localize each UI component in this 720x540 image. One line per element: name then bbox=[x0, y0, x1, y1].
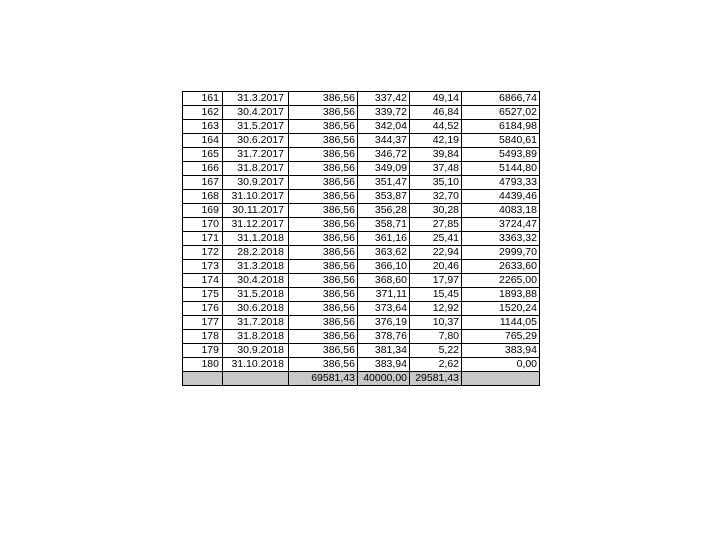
table-row bbox=[183, 204, 540, 218]
cell-installment-number: 180 bbox=[183, 358, 223, 372]
cell-balance: 6184,98 bbox=[462, 120, 540, 134]
cell-installment-number: 167 bbox=[183, 176, 223, 190]
cell-balance: 6866,74 bbox=[462, 92, 540, 106]
cell-balance: 5144,80 bbox=[462, 162, 540, 176]
cell-interest: 39,84 bbox=[410, 148, 462, 162]
cell-principal: 356,28 bbox=[358, 204, 410, 218]
cell-payment: 386,56 bbox=[289, 274, 358, 288]
cell-payment: 386,56 bbox=[289, 246, 358, 260]
cell-payment: 386,56 bbox=[289, 330, 358, 344]
cell-payment: 386,56 bbox=[289, 316, 358, 330]
total-due-date bbox=[223, 372, 289, 386]
cell-installment-number: 177 bbox=[183, 316, 223, 330]
cell-balance: 2265,00 bbox=[462, 274, 540, 288]
cell-due-date: 31.12.2017 bbox=[223, 218, 289, 232]
cell-balance: 5840,61 bbox=[462, 134, 540, 148]
cell-balance: 1520,24 bbox=[462, 302, 540, 316]
cell-principal: 353,87 bbox=[358, 190, 410, 204]
cell-due-date: 31.1.2018 bbox=[223, 232, 289, 246]
cell-installment-number: 178 bbox=[183, 330, 223, 344]
cell-balance: 4083,18 bbox=[462, 204, 540, 218]
cell-payment: 386,56 bbox=[289, 344, 358, 358]
cell-interest: 32,70 bbox=[410, 190, 462, 204]
cell-due-date: 28.2.2018 bbox=[223, 246, 289, 260]
cell-installment-number: 168 bbox=[183, 190, 223, 204]
cell-interest: 37,48 bbox=[410, 162, 462, 176]
total-installment-number bbox=[183, 372, 223, 386]
cell-payment: 386,56 bbox=[289, 134, 358, 148]
cell-principal: 376,19 bbox=[358, 316, 410, 330]
cell-payment: 386,56 bbox=[289, 302, 358, 316]
table-row bbox=[183, 106, 540, 120]
cell-payment: 386,56 bbox=[289, 120, 358, 134]
cell-principal: 358,71 bbox=[358, 218, 410, 232]
table-row bbox=[183, 274, 540, 288]
table-row bbox=[183, 358, 540, 372]
cell-due-date: 30.6.2017 bbox=[223, 134, 289, 148]
table-row bbox=[183, 232, 540, 246]
cell-due-date: 31.7.2018 bbox=[223, 316, 289, 330]
cell-interest: 5,22 bbox=[410, 344, 462, 358]
cell-interest: 10,37 bbox=[410, 316, 462, 330]
table-row bbox=[183, 218, 540, 232]
cell-installment-number: 174 bbox=[183, 274, 223, 288]
cell-installment-number: 166 bbox=[183, 162, 223, 176]
cell-balance: 4793,33 bbox=[462, 176, 540, 190]
cell-installment-number: 170 bbox=[183, 218, 223, 232]
cell-interest: 42,19 bbox=[410, 134, 462, 148]
cell-interest: 49,14 bbox=[410, 92, 462, 106]
cell-balance: 2633,60 bbox=[462, 260, 540, 274]
cell-due-date: 31.10.2018 bbox=[223, 358, 289, 372]
cell-principal: 373,64 bbox=[358, 302, 410, 316]
cell-balance: 5493,89 bbox=[462, 148, 540, 162]
cell-balance: 0,00 bbox=[462, 358, 540, 372]
cell-payment: 386,56 bbox=[289, 176, 358, 190]
cell-installment-number: 176 bbox=[183, 302, 223, 316]
cell-installment-number: 164 bbox=[183, 134, 223, 148]
cell-payment: 386,56 bbox=[289, 232, 358, 246]
table-row bbox=[183, 316, 540, 330]
cell-payment: 386,56 bbox=[289, 148, 358, 162]
table-row bbox=[183, 302, 540, 316]
cell-balance: 6527,02 bbox=[462, 106, 540, 120]
cell-due-date: 30.9.2018 bbox=[223, 344, 289, 358]
total-balance bbox=[462, 372, 540, 386]
total-interest: 29581,43 bbox=[410, 372, 462, 386]
cell-payment: 386,56 bbox=[289, 218, 358, 232]
amortization-table-body bbox=[183, 92, 540, 386]
cell-principal: 378,76 bbox=[358, 330, 410, 344]
cell-balance: 765,29 bbox=[462, 330, 540, 344]
cell-principal: 361,16 bbox=[358, 232, 410, 246]
cell-due-date: 31.7.2017 bbox=[223, 148, 289, 162]
cell-balance: 383,94 bbox=[462, 344, 540, 358]
table-row bbox=[183, 176, 540, 190]
cell-due-date: 31.3.2018 bbox=[223, 260, 289, 274]
cell-principal: 342,04 bbox=[358, 120, 410, 134]
cell-principal: 368,60 bbox=[358, 274, 410, 288]
cell-interest: 35,10 bbox=[410, 176, 462, 190]
cell-principal: 366,10 bbox=[358, 260, 410, 274]
cell-interest: 12,92 bbox=[410, 302, 462, 316]
cell-due-date: 30.4.2018 bbox=[223, 274, 289, 288]
cell-payment: 386,56 bbox=[289, 358, 358, 372]
totals-row bbox=[183, 372, 540, 386]
cell-due-date: 31.5.2018 bbox=[223, 288, 289, 302]
cell-payment: 386,56 bbox=[289, 260, 358, 274]
cell-installment-number: 175 bbox=[183, 288, 223, 302]
cell-installment-number: 173 bbox=[183, 260, 223, 274]
table-row bbox=[183, 288, 540, 302]
cell-balance: 1144,05 bbox=[462, 316, 540, 330]
cell-installment-number: 179 bbox=[183, 344, 223, 358]
table-row bbox=[183, 246, 540, 260]
cell-payment: 386,56 bbox=[289, 92, 358, 106]
cell-interest: 17,97 bbox=[410, 274, 462, 288]
table-row bbox=[183, 162, 540, 176]
cell-payment: 386,56 bbox=[289, 106, 358, 120]
table-row bbox=[183, 344, 540, 358]
cell-due-date: 31.10.2017 bbox=[223, 190, 289, 204]
cell-installment-number: 172 bbox=[183, 246, 223, 260]
cell-principal: 381,34 bbox=[358, 344, 410, 358]
cell-interest: 44,52 bbox=[410, 120, 462, 134]
cell-payment: 386,56 bbox=[289, 190, 358, 204]
cell-due-date: 30.9.2017 bbox=[223, 176, 289, 190]
cell-balance: 3724,47 bbox=[462, 218, 540, 232]
cell-principal: 349,09 bbox=[358, 162, 410, 176]
cell-due-date: 30.4.2017 bbox=[223, 106, 289, 120]
cell-balance: 3363,32 bbox=[462, 232, 540, 246]
cell-principal: 339,72 bbox=[358, 106, 410, 120]
cell-interest: 7,80 bbox=[410, 330, 462, 344]
cell-payment: 386,56 bbox=[289, 288, 358, 302]
cell-due-date: 31.3.2017 bbox=[223, 92, 289, 106]
cell-principal: 351,47 bbox=[358, 176, 410, 190]
cell-balance: 1893,88 bbox=[462, 288, 540, 302]
table-row bbox=[183, 120, 540, 134]
cell-interest: 27,85 bbox=[410, 218, 462, 232]
cell-balance: 4439,46 bbox=[462, 190, 540, 204]
cell-interest: 30,28 bbox=[410, 204, 462, 218]
cell-due-date: 30.11.2017 bbox=[223, 204, 289, 218]
cell-due-date: 30.6.2018 bbox=[223, 302, 289, 316]
table-row bbox=[183, 92, 540, 106]
cell-interest: 22,94 bbox=[410, 246, 462, 260]
total-principal: 40000,00 bbox=[358, 372, 410, 386]
table-row bbox=[183, 190, 540, 204]
cell-installment-number: 165 bbox=[183, 148, 223, 162]
cell-installment-number: 163 bbox=[183, 120, 223, 134]
cell-installment-number: 171 bbox=[183, 232, 223, 246]
cell-balance: 2999,70 bbox=[462, 246, 540, 260]
total-payment: 69581,43 bbox=[289, 372, 358, 386]
cell-due-date: 31.8.2017 bbox=[223, 162, 289, 176]
cell-payment: 386,56 bbox=[289, 162, 358, 176]
cell-principal: 344,37 bbox=[358, 134, 410, 148]
cell-interest: 2,62 bbox=[410, 358, 462, 372]
amortization-table bbox=[182, 91, 540, 386]
cell-installment-number: 162 bbox=[183, 106, 223, 120]
cell-principal: 371,11 bbox=[358, 288, 410, 302]
cell-due-date: 31.8.2018 bbox=[223, 330, 289, 344]
cell-payment: 386,56 bbox=[289, 204, 358, 218]
table-row bbox=[183, 148, 540, 162]
cell-due-date: 31.5.2017 bbox=[223, 120, 289, 134]
table-row bbox=[183, 330, 540, 344]
cell-interest: 15,45 bbox=[410, 288, 462, 302]
cell-principal: 337,42 bbox=[358, 92, 410, 106]
cell-interest: 25,41 bbox=[410, 232, 462, 246]
cell-principal: 383,94 bbox=[358, 358, 410, 372]
table-row bbox=[183, 260, 540, 274]
cell-installment-number: 169 bbox=[183, 204, 223, 218]
table-row bbox=[183, 134, 540, 148]
cell-principal: 346,72 bbox=[358, 148, 410, 162]
cell-interest: 20,46 bbox=[410, 260, 462, 274]
cell-principal: 363,62 bbox=[358, 246, 410, 260]
cell-installment-number: 161 bbox=[183, 92, 223, 106]
cell-interest: 46,84 bbox=[410, 106, 462, 120]
